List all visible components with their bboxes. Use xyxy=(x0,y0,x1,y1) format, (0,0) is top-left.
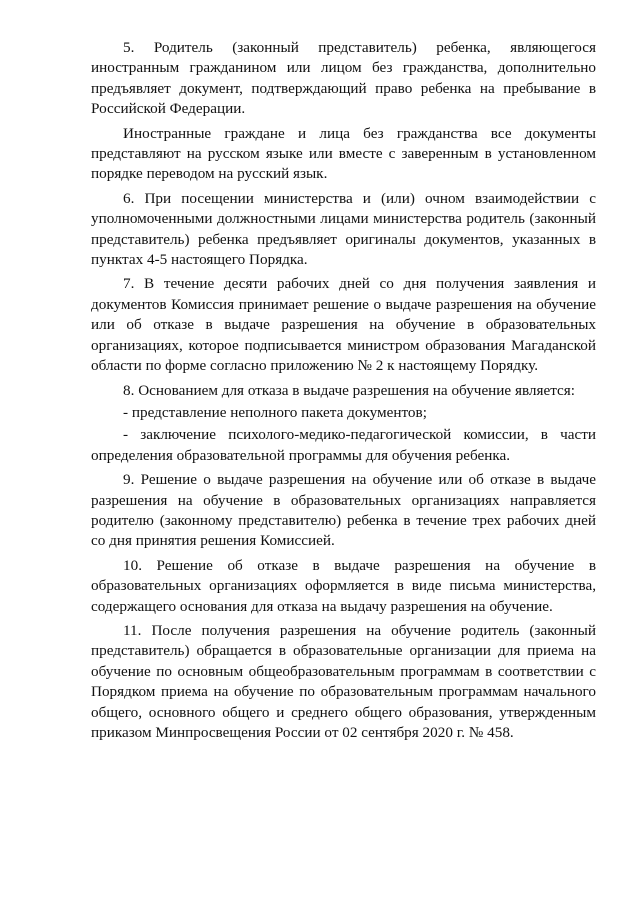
paragraph-10: 10. Решение об отказе в выдаче разрешения на обучение в образовательных организациях оформляется в виде письма министерства, содержащего основания для отказа на выдачу разрешения на обучение. xyxy=(91,556,596,615)
paragraph-9: 9. Решение о выдаче разрешения на обучение или об отказе в выдаче разрешения на обучение в образовательных организациях направляется родителю (законному представителю) ребенка в течение трех рабочих дней со дня принятия решения Комиссией. xyxy=(91,471,596,550)
paragraph-7: 7. В течение десяти рабочих дней со дня получения заявления и документов Комиссия принимает решение о выдаче разрешения на обучение или об отказе в выдаче разрешения на обучение в образовательных организациях, которое подписывается министром образования Магаданской области по форме согласно приложению № 2 к настоящему Порядку. xyxy=(91,275,596,375)
paragraph-8: 8. Основанием для отказа в выдаче разрешения на обучение является: xyxy=(123,381,576,399)
paragraph-11: 11. После получения разрешения на обучение родитель (законный представитель) обращается в образовательные организации для приема на обучение по основным общеобразовательным программам в соответствии с Порядком приема на обучение по образовательным программам начального общего, основного общего и среднего общего образования, утвержденным приказом Минпросвещения России от 02 сентября 2020 г. № 458. xyxy=(91,621,596,741)
paragraph-6: 6. При посещении министерства и (или) очном взаимодействии с уполномоченными должностными лицами министерства родитель (законный представитель) ребенка предъявляет оригиналы документов, указанных в пунктах 4-5 настоящего Порядка. xyxy=(91,189,596,269)
document-page xyxy=(91,38,596,747)
list-item-incomplete-documents: - представление неполного пакета документов; xyxy=(123,403,427,421)
list-item-pmpk-conclusion: - заключение психолого-медико-педагогической комиссии, в части определения образовательной программы для обучения ребенка. xyxy=(91,426,596,464)
paragraph-5: 5. Родитель (законный представитель) ребенка, являющегося иностранным гражданином или лицом без гражданства, дополнительно предъявляет документ, подтверждающий право ребенка на пребывание в Российской Федерации. xyxy=(91,39,596,118)
paragraph-foreign-citizens: Иностранные граждане и лица без гражданства все документы представляют на русском языке или вместе с заверенным в установленном порядке переводом на русский язык. xyxy=(91,124,596,183)
